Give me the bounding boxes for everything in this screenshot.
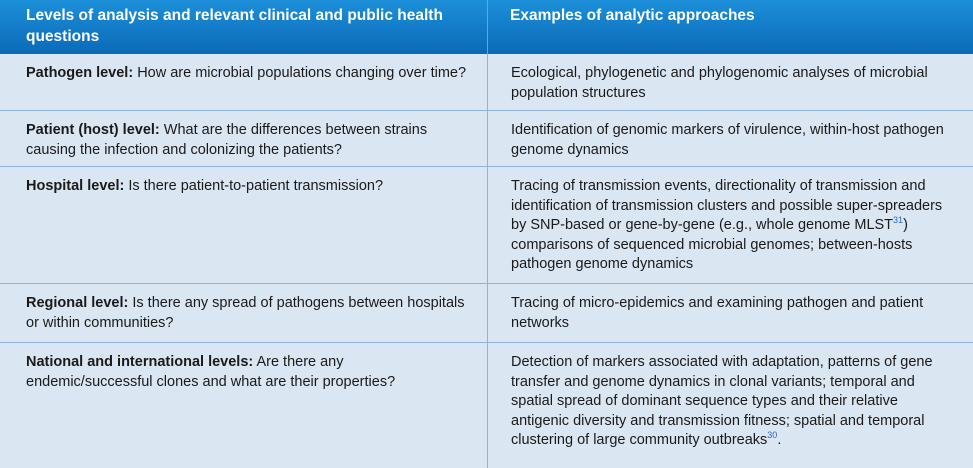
approach-text: Identification of genomic markers of virulence, within-host pathogen genome dynamics (511, 122, 944, 158)
approach-cell (487, 343, 973, 468)
reference-superscript: 31 (893, 215, 904, 226)
approach-text: Tracing of transmission events, directionality of transmission and identification of transmission clusters and possible super-spreaders by SNP-based or gene-by-gene (e.g., whole genome MLST (511, 178, 943, 233)
level-name: Patient (host) level: (26, 122, 160, 138)
level-question: Is there patient-to-patient transmission? (124, 178, 384, 194)
level-cell (0, 111, 487, 166)
level-cell (0, 284, 487, 342)
level-cell (0, 167, 487, 283)
table-header (0, 0, 973, 54)
header-levels: Levels of analysis and relevant clinical and public health questions (26, 7, 443, 45)
table-row (0, 167, 973, 284)
approach-text-cont: ) comparisons of sequenced microbial genomes; between-hosts pathogen genome dynamics (511, 217, 913, 272)
approach-text: Ecological, phylogenetic and phylogenomic analyses of microbial population structures (511, 65, 928, 101)
approach-cell (487, 54, 973, 110)
level-name: Regional level: (26, 295, 129, 311)
level-cell (0, 54, 487, 110)
approach-text: Tracing of micro-epidemics and examining pathogen and patient networks (511, 295, 924, 331)
table-row (0, 284, 973, 343)
reference-superscript: 30 (767, 430, 778, 441)
header-approaches: Examples of analytic approaches (510, 7, 755, 24)
approach-text-cont: . (777, 432, 782, 448)
level-cell (0, 343, 487, 468)
level-question: How are microbial populations changing over time? (133, 65, 467, 81)
level-name: National and international levels: (26, 354, 254, 370)
header-divider (487, 0, 488, 54)
level-question: Is there any spread of pathogens between hospitals or within communities? (26, 295, 465, 331)
table-row (0, 54, 973, 111)
level-name: Pathogen level: (26, 65, 134, 81)
approach-text: Detection of markers associated with adaptation, patterns of gene transfer and genome dynamics in clonal variants; temporal and spatial spread of dominant sequence types and their relative antigenic diversity and transmission fitness; spatial and temporal clustering of large community outbreaks (511, 354, 933, 448)
approach-cell (487, 111, 973, 166)
level-question: What are the differences between strains causing the infection and colonizing the patients? (26, 122, 428, 158)
table-row (0, 343, 973, 468)
level-name: Hospital level: (26, 178, 125, 194)
approach-cell (487, 167, 973, 283)
approach-cell (487, 284, 973, 342)
table-row (0, 111, 973, 167)
level-question: Are there any endemic/successful clones and what are their properties? (26, 354, 396, 390)
